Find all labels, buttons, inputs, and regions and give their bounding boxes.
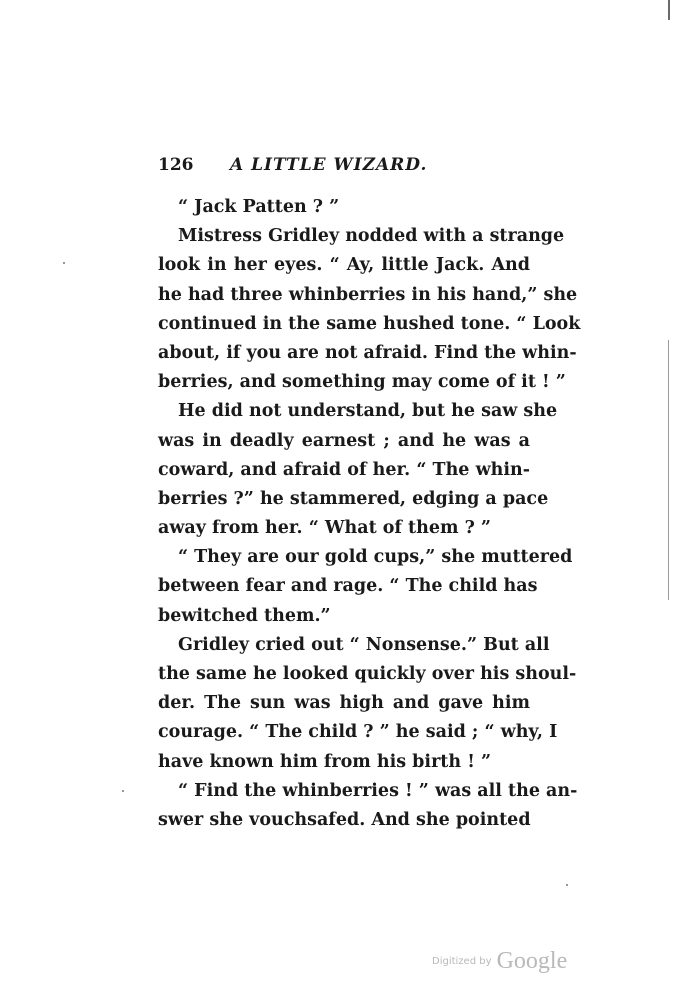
text-line: away from her. “ What of them ? ” <box>158 518 491 539</box>
text-line: Gridley cried out “ Nonsense.” But all <box>178 634 550 655</box>
scan-speck <box>63 262 65 264</box>
text-line: he had three whinberries in his hand,” she <box>158 284 578 305</box>
scan-speck <box>122 790 124 792</box>
digitized-by-label: Digitized by <box>432 956 492 967</box>
text-line: coward, and afraid of her. “ The whin- <box>158 459 530 480</box>
scan-speck <box>566 884 568 886</box>
page-edge-mark <box>668 0 670 20</box>
text-line: look in her eyes. “ Ay, little Jack. And <box>158 255 530 276</box>
text-line: courage. “ The child ? ” he said ; “ why, I <box>158 722 558 743</box>
body-text <box>158 193 581 835</box>
page-header <box>158 155 538 181</box>
google-logo: Google <box>496 948 568 974</box>
text-line: “ They are our gold cups,” she muttered <box>178 547 573 568</box>
text-line: about, if you are not afraid. Find the whin- <box>158 342 577 363</box>
digitized-watermark <box>432 948 567 975</box>
running-title: A LITTLE WIZARD. <box>230 155 428 175</box>
text-line: continued in the same hushed tone. “ Look <box>158 313 581 334</box>
text-line: between fear and rage. “ The child has <box>158 576 538 597</box>
text-line: “ Find the whinberries ! ” was all the an- <box>178 780 578 801</box>
page-number: 126 <box>158 155 194 175</box>
text-line: bewitched them.” <box>158 605 331 626</box>
text-line: was in deadly earnest ; and he was a <box>158 430 530 451</box>
text-line: der. The sun was high and gave him <box>158 693 530 714</box>
text-line: berries, and something may come of it ! ” <box>158 372 566 393</box>
text-line: the same he looked quickly over his shoul- <box>158 664 577 684</box>
text-line: “ Jack Patten ? ” <box>178 197 340 217</box>
text-line: swer she vouchsafed. And she pointed <box>158 809 531 830</box>
text-line: Mistress Gridley nodded with a strange <box>178 226 565 247</box>
text-line: He did not understand, but he saw she <box>178 401 558 422</box>
text-line: have known him from his birth ! ” <box>158 751 492 772</box>
page-edge-shadow <box>668 340 669 600</box>
text-line: berries ?” he stammered, edging a pace <box>158 488 549 509</box>
